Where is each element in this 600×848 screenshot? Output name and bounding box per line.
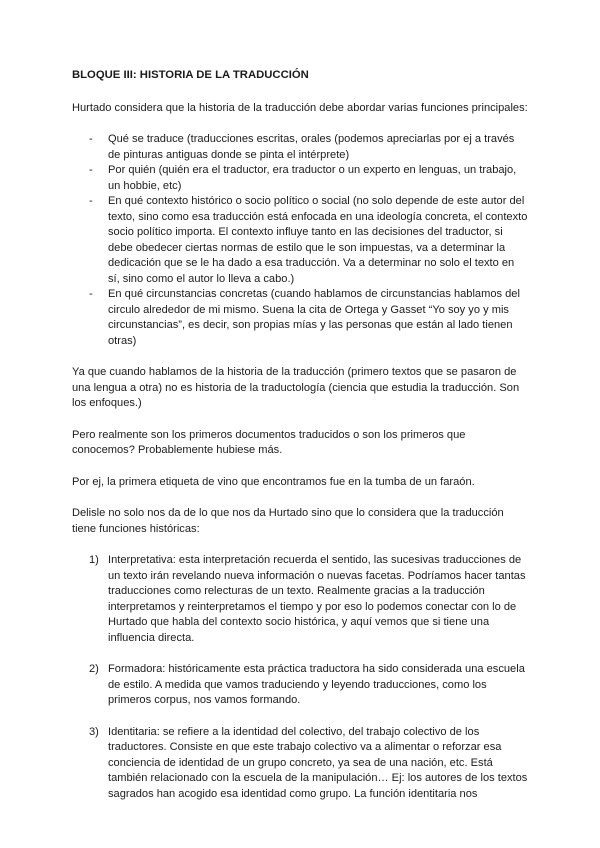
intro-paragraph: Hurtado considera que la historia de la traducción debe abordar varias funciones principales: [72, 101, 528, 114]
item-number: 1) [89, 554, 99, 566]
list-item: - En qué contexto histórico o socio político o social (no solo depende de este autor del texto, sino como esa traducción está enfocada en una ideología concreta, el contexto socio político importa. El contexto influye tanto en las decisiones del traductor, si debe obedecer ciertas normas de estilo que le son impuestas, va a determinar la dedicación que se le ha dado a esa traducción. Va a determinar no solo el texto en sí, sino como el autor lo lleva a cabo.) [72, 194, 528, 287]
paragraph-wine-label: Por ej, la primera etiqueta de vino que encontramos fue en la tumba de un faraón. [72, 475, 475, 488]
item-number: 2) [89, 663, 99, 675]
list-item: - Por quién (quién era el traductor, era traductor o un experto en lenguas, un trabajo, un hobbie, etc) [72, 163, 528, 194]
list-item: - En qué circunstancias concretas (cuando hablamos de circunstancias hablamos del circulo alrededor de mi mismo. Suena la cita de Ortega y Gasset “Yo soy yo y mis circunstancias”, es decir, son propias mías y las personas que están al lado tienen otras) [72, 287, 528, 349]
list-item: - Qué se traduce (traducciones escritas, orales (podemos apreciarlas por ej a través de pinturas antiguas donde se pinta el intérprete) [72, 132, 528, 163]
item-text: Identitaria: se refiere a la identidad del colectivo, del trabajo colectivo de los traductores. Consiste en que este trabajo colectivo va a alimentar o reforzar esa conciencia de identidad de un grupo concreto, ya sea de una nación, etc. Está también relacionado con la escuela de la manipulación… Ej: los autores de los textos sagrados han acogido esa identidad como grupo. La función identitaria nos [108, 725, 528, 800]
list-item-interpretativa [72, 553, 528, 646]
list-item-identitaria [72, 725, 528, 803]
item-text: Formadora: históricamente esta práctica traductora ha sido considerada una escuela de estilo. A medida que vamos traduciendo y leyendo traducciones, como los primeros corpus, nos vamos formando. [108, 663, 525, 706]
item-text: Interpretativa: esta interpretación recuerda el sentido, las sucesivas traducciones de un texto irán revelando nueva información o nuevas facetas. Podríamos hacer tantas traducciones como relecturas de un texto. Realmente gracias a la traducción interpretamos y reinterpretamos el tiempo y por eso lo podemos conectar con lo de Hurtado que habla del contexto socio histórica, y aquí vemos que si tiene una influencia directa. [108, 554, 526, 644]
paragraph-delisle: Delisle no solo nos da de lo que nos da Hurtado sino que lo considera que la traducción tiene funciones históricas: [72, 507, 504, 535]
page-title: BLOQUE III: HISTORIA DE LA TRADUCCIÓN [72, 69, 309, 81]
paragraph-history-vs-traductology: Ya que cuando hablamos de la historia de la traducción (primero textos que se pasaron de una lengua a otra) no es historia de la traductología (ciencia que estudia la traducción. Son los enfoques.) [72, 366, 520, 409]
document-page [72, 68, 528, 818]
list-item-formadora [72, 662, 528, 709]
paragraph-first-documents: Pero realmente son los primeros documentos traducidos o son los primeros que conocemos? Probablemente hubiese más. [72, 428, 466, 456]
item-number: 3) [89, 725, 99, 738]
historical-functions-list [72, 553, 528, 802]
functions-list [72, 132, 528, 349]
